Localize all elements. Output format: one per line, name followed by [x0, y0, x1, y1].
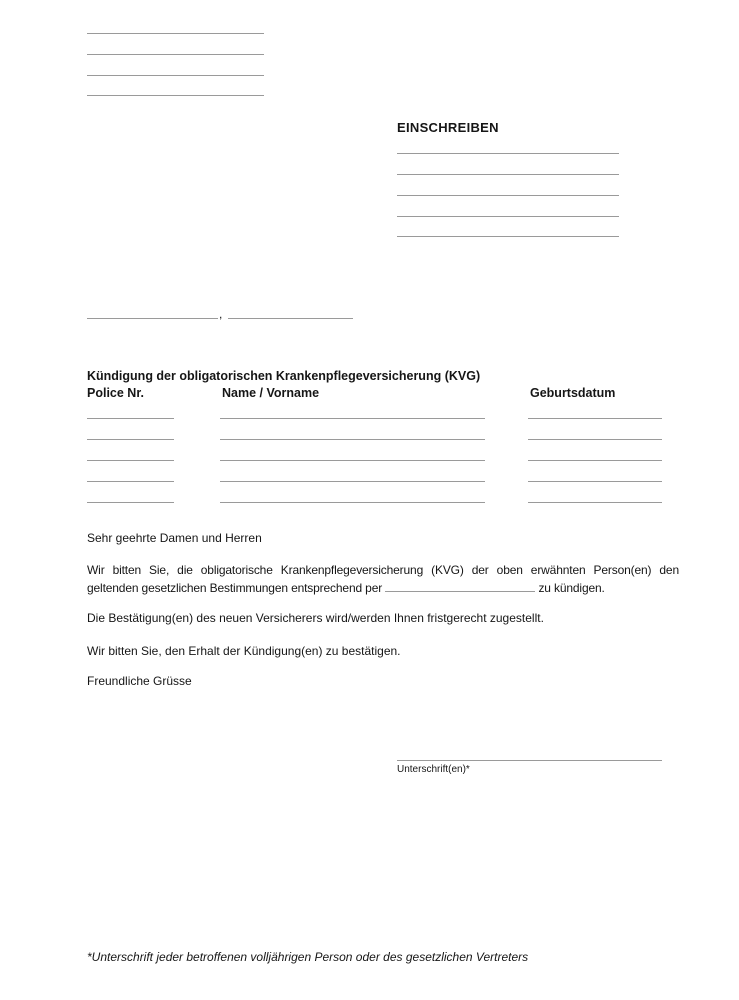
birthdate-field[interactable]	[528, 405, 662, 419]
policy-number-field[interactable]	[87, 489, 174, 503]
name-field[interactable]	[220, 447, 485, 461]
policy-number-field[interactable]	[87, 426, 174, 440]
sender-address-line[interactable]	[87, 82, 264, 96]
request-text-before-blank: Wir bitten Sie, die obligatorische Krankenpflegeversicherung (KVG) der oben erwähnten Person(en) den geltenden gesetzlichen Bestimmungen entsprechend per	[87, 563, 679, 595]
recipient-address-line[interactable]	[397, 182, 619, 196]
closing-greeting: Freundliche Grüsse	[87, 674, 192, 688]
receipt-confirmation-sentence: Wir bitten Sie, den Erhalt der Kündigung(en) zu bestätigen.	[87, 644, 401, 658]
column-header-police-nr: Police Nr.	[87, 386, 144, 400]
place-field[interactable]	[87, 305, 218, 319]
birthdate-field[interactable]	[528, 426, 662, 440]
policy-number-field[interactable]	[87, 447, 174, 461]
registered-mail-label: EINSCHREIBEN	[397, 120, 499, 135]
footnote: *Unterschrift jeder betroffenen volljährigen Person oder des gesetzlichen Vertreters	[87, 950, 529, 964]
name-field[interactable]	[220, 468, 485, 482]
name-field[interactable]	[220, 426, 485, 440]
sender-address-line[interactable]	[87, 41, 264, 55]
cancellation-date-blank[interactable]	[385, 591, 535, 592]
recipient-address-line[interactable]	[397, 161, 619, 175]
column-header-name-vorname: Name / Vorname	[222, 386, 320, 400]
sender-address-line[interactable]	[87, 20, 264, 34]
birthdate-field[interactable]	[528, 447, 662, 461]
policy-number-field[interactable]	[87, 405, 174, 419]
date-field[interactable]	[228, 305, 353, 319]
signature-field[interactable]	[397, 747, 662, 761]
name-field[interactable]	[220, 489, 485, 503]
letter-title: Kündigung der obligatorischen Krankenpflegeversicherung (KVG)	[87, 369, 481, 383]
birthdate-field[interactable]	[528, 468, 662, 482]
sender-address-line[interactable]	[87, 62, 264, 76]
confirmation-sentence: Die Bestätigung(en) des neuen Versicherers wird/werden Ihnen fristgerecht zugestellt.	[87, 611, 544, 625]
recipient-address-line[interactable]	[397, 223, 619, 237]
signature-label: Unterschrift(en)*	[397, 764, 470, 775]
name-field[interactable]	[220, 405, 485, 419]
request-text-after-blank: zu kündigen.	[538, 580, 605, 595]
policy-number-field[interactable]	[87, 468, 174, 482]
recipient-address-line[interactable]	[397, 203, 619, 217]
column-header-geburtsdatum: Geburtsdatum	[530, 386, 616, 400]
cancellation-request-paragraph	[87, 562, 679, 597]
place-date-separator: ,	[219, 307, 223, 321]
birthdate-field[interactable]	[528, 489, 662, 503]
recipient-address-line[interactable]	[397, 140, 619, 154]
salutation: Sehr geehrte Damen und Herren	[87, 531, 262, 545]
